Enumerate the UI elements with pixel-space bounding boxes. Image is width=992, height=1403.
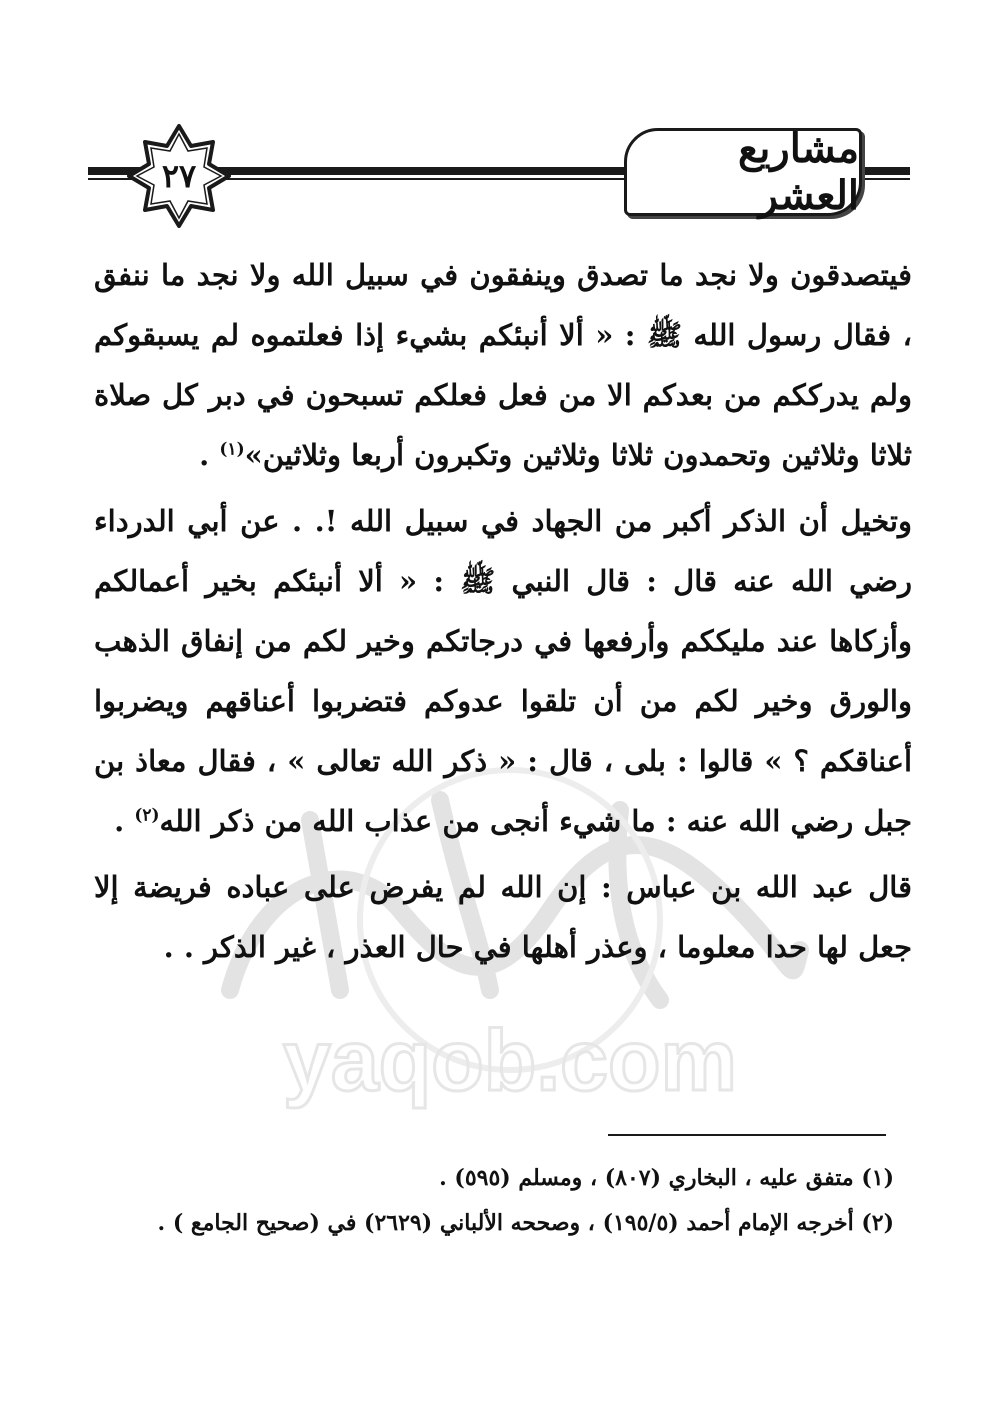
footnote-separator (608, 1134, 886, 1136)
paragraph-text-end: . (114, 804, 135, 838)
footnotes (94, 1156, 894, 1246)
paragraph-text: وتخيل أن الذكر أكبر من الجهاد في سبيل الله !. . عن أبي الدرداء رضي الله عنه قال : قال النبي ﷺ : « ألا أنبئكم بخير أعمالكم وأزكاها عند مليككم وأرفعها في درجاتكم وخير لكم من إنفاق الذهب والورق وخير لكم من أن تلقوا عدوكم فتضربوا أعناقهم ويضربوا أعناقكم ؟ » قالوا : بلى ، قال : « ذكر الله تعالى » ، فقال معاذ بن جبل رضي الله عنه : ما شيء أنجى من عذاب الله من ذكر الله (94, 504, 912, 838)
paragraph-text-end: . (199, 438, 220, 472)
running-title: مشاريع العشر (737, 125, 859, 219)
paragraph (94, 491, 912, 851)
footnote: (١) متفق عليه ، البخاري (٨٠٧) ، ومسلم (٥٩٥) . (439, 1165, 894, 1191)
main-text (94, 245, 912, 977)
watermark-text: yaqob.com (283, 1013, 737, 1109)
footnote: (٢) أخرجه الإمام أحمد (١٩٥/٥) ، وصححه الألباني (٢٦٢٩) في (صحيح الجامع ) . (157, 1210, 894, 1236)
footnote-ref: (١) (219, 439, 245, 460)
paragraph-text: فيتصدقون ولا نجد ما تصدق وينفقون في سبيل الله ولا نجد ما ننفق ، فقال رسول الله ﷺ : « ألا أنبئكم بشيء إذا فعلتموه لم يسبقوكم ولم يدرككم من بعدكم الا من فعل فعلكم تسبحون في دبر كل صلاة ثلاثا وثلاثين وتحمدون ثلاثا وثلاثين وتكبرون أربعا وثلاثين» (94, 258, 912, 472)
paragraph (94, 245, 912, 485)
paragraph (94, 857, 912, 977)
footnote-ref: (٢) (134, 805, 160, 826)
paragraph-text: قال عبد الله بن عباس : إن الله لم يفرض على عباده فريضة إلا جعل لها حدا معلوما ، وعذر أهلها في حال العذر ، غير الذكر . . (94, 870, 912, 964)
page-number: ٢٧ (161, 157, 197, 195)
running-title-box (624, 125, 862, 219)
